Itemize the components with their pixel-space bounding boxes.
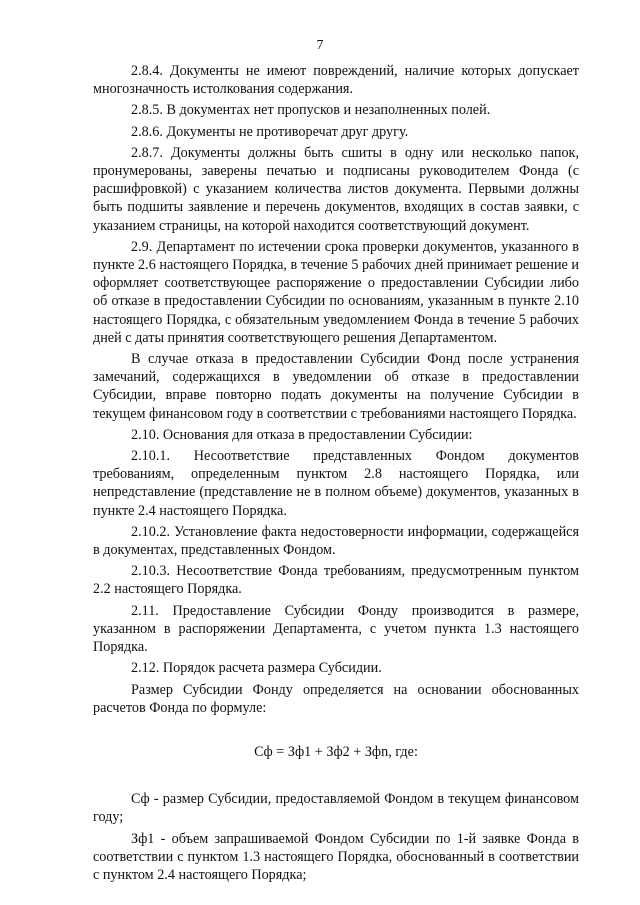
- paragraph-2-8-5: 2.8.5. В документах нет пропусков и незаполненных полей.: [131, 102, 491, 119]
- page-number: 7: [316, 38, 324, 53]
- paragraph-subsidy-size: Размер Субсидии Фонду определяется на основании обоснованных расчетов Фонда по формуле:: [93, 681, 579, 716]
- paragraph-definition-sf: Сф - размер Субсидии, предоставляемой Фондом в текущем финансовом году;: [93, 791, 579, 826]
- paragraph-2-8-6: 2.8.6. Документы не противоречат друг другу.: [131, 123, 409, 140]
- paragraph-2-9: 2.9. Департамент по истечении срока проверки документов, указанного в пункте 2.6 настоящего Порядка, в течение 5 рабочих дней принимает решение и оформляет соответствующее распоряжение о предоставлении Субсидии либо об отказе в предоставлении Субсидии по основаниям, указанным в пункте 2.10 настоящего Порядка, с обязательным уведомлением Фонда в течение 5 рабочих дней с даты принятия соответствующего решения Департаментом.: [93, 238, 579, 346]
- paragraph-refusal-case: В случае отказа в предоставлении Субсидии Фонд после устранения замечаний, содержащихся в уведомлении об отказе в предоставлении Субсидии, вправе повторно подать документы на получение Субсидии в текущем финансовом году в соответствии с требованиями настоящего Порядка.: [93, 351, 579, 422]
- paragraph-2-10-1: 2.10.1. Несоответствие представленных Фондом документов требованиям, определенным пунктом 2.8 настоящего Порядка, или непредставление (представление не в полном объеме) документов, указанных в пункте 2.4 настоящего Порядка.: [93, 448, 579, 519]
- paragraph-2-10-3: 2.10.3. Несоответствие Фонда требованиям, предусмотренным пунктом 2.2 настоящего Порядка.: [93, 563, 579, 598]
- paragraph-2-10: 2.10. Основания для отказа в предоставлении Субсидии:: [131, 426, 473, 443]
- subsidy-formula: Сф = Зф1 + Зф2 + Зфn, где:: [254, 743, 418, 760]
- paragraph-2-8-7: 2.8.7. Документы должны быть сшиты в одну или несколько папок, пронумерованы, заверены печатью и подписаны руководителем Фонда (с расшифровкой) с указанием количества листов документа. Первыми должны быть подшиты заявление и перечень документов, входящих в состав заявки, с указанием страницы, на которой находится соответствующий документ.: [93, 144, 579, 234]
- paragraph-2-11: 2.11. Предоставление Субсидии Фонду производится в размере, указанном в распоряжении Департамента, с учетом пункта 1.3 настоящего Порядка.: [93, 602, 579, 656]
- paragraph-2-8-4: 2.8.4. Документы не имеют повреждений, наличие которых допускает многозначность истолкования содержания.: [93, 63, 579, 98]
- paragraph-2-10-2: 2.10.2. Установление факта недостоверности информации, содержащейся в документах, представленных Фондом.: [93, 523, 579, 559]
- document-body: [93, 62, 579, 887]
- paragraph-2-12: 2.12. Порядок расчета размера Субсидии.: [131, 660, 382, 677]
- paragraph-definition-zf1: Зф1 - объем запрашиваемой Фондом Субсидии по 1-й заявке Фонда в соответствии с пунктом 1.3 настоящего Порядка, обоснованный в соответствии с пунктом 2.4 настоящего Порядка;: [93, 830, 579, 883]
